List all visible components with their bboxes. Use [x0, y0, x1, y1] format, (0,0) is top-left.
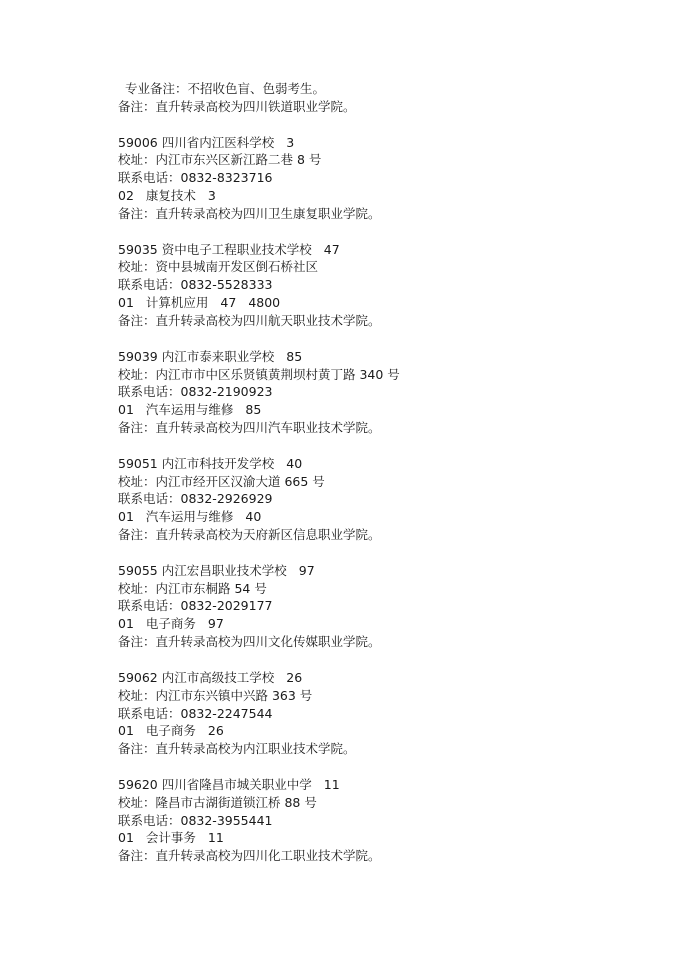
school-code: 59051 — [118, 455, 158, 471]
school-name: 四川省隆昌市城关职业中学 — [161, 776, 312, 792]
school-code: 59035 — [118, 241, 158, 257]
major-name: 汽车运用与维修 — [145, 402, 234, 418]
major-code: 01 — [118, 830, 134, 846]
school-address: 校址：隆昌市古湖街道锁江桥 88 号 — [118, 794, 317, 810]
school-entry-59039 — [118, 348, 658, 437]
school-remark: 备注：直升转录高校为四川文化传媒职业学院。 — [118, 634, 381, 650]
school-remark: 备注：直升转录高校为四川化工职业技术学院。 — [118, 848, 381, 864]
major-quota: 97 — [207, 616, 224, 632]
major-name: 汽车运用与维修 — [145, 509, 234, 525]
major-quota: 85 — [245, 402, 262, 418]
major-quota: 40 — [245, 509, 262, 525]
school-remark: 备注：直升转录高校为内江职业技术学院。 — [118, 741, 356, 757]
school-phone: 联系电话：0832-5528333 — [118, 277, 273, 293]
school-remark: 备注：直升转录高校为天府新区信息职业学院。 — [118, 527, 381, 543]
school-remark: 备注：直升转录高校为四川航天职业技术学院。 — [118, 312, 381, 328]
school-code: 59055 — [118, 562, 158, 578]
school-quota: 85 — [286, 348, 303, 364]
school-phone: 联系电话：0832-2029177 — [118, 598, 273, 614]
school-quota: 47 — [323, 241, 340, 257]
school-name: 四川省内江医科学校 — [161, 134, 275, 150]
school-quota: 11 — [323, 776, 340, 792]
major-quota: 26 — [207, 723, 224, 739]
major-note: 专业备注：不招收色盲、色弱考生。 — [125, 81, 326, 96]
school-address: 校址：内江市东兴镇中兴路 363 号 — [118, 687, 313, 703]
school-quota: 26 — [286, 669, 303, 685]
school-code: 59062 — [118, 669, 158, 685]
school-entry-59062 — [118, 669, 658, 758]
school-address: 校址：内江市东兴区新江路二巷 8 号 — [118, 152, 322, 168]
school-heading — [118, 348, 658, 366]
major-code: 02 — [118, 188, 134, 204]
tuition-fee: 4800 — [248, 295, 281, 311]
school-name: 内江宏昌职业技术学校 — [161, 562, 287, 578]
major-code: 01 — [118, 616, 134, 632]
school-remark: 备注：直升转录高校为四川卫生康复职业学院。 — [118, 205, 381, 221]
school-address: 校址：内江市东桐路 54 号 — [118, 580, 267, 596]
major-code: 01 — [118, 295, 134, 311]
school-quota: 97 — [298, 562, 315, 578]
major-row — [118, 401, 658, 419]
major-name: 电子商务 — [145, 616, 196, 632]
school-phone: 联系电话：0832-2926929 — [118, 491, 273, 507]
school-name: 内江市泰来职业学校 — [161, 348, 275, 364]
major-row — [118, 294, 658, 312]
school-entry-59051 — [118, 455, 658, 544]
school-name: 内江市高级技工学校 — [161, 669, 275, 685]
school-heading — [118, 562, 658, 580]
major-code: 01 — [118, 723, 134, 739]
school-heading — [118, 455, 658, 473]
school-entry-59055 — [118, 562, 658, 651]
major-code: 01 — [118, 402, 134, 418]
school-entry-59035 — [118, 241, 658, 330]
school-phone: 联系电话：0832-8323716 — [118, 170, 273, 186]
school-heading — [118, 669, 658, 687]
school-address: 校址：内江市经开区汉渝大道 665 号 — [118, 473, 325, 489]
major-quota: 3 — [207, 188, 216, 204]
school-remark: 备注：直升转录高校为四川汽车职业技术学院。 — [118, 420, 381, 436]
school-entry-59620 — [118, 776, 658, 865]
intro-block — [118, 80, 658, 116]
school-code: 59620 — [118, 776, 158, 792]
school-name: 内江市科技开发学校 — [161, 455, 275, 471]
major-row — [118, 508, 658, 526]
school-quota: 40 — [286, 455, 303, 471]
school-phone: 联系电话：0832-2190923 — [118, 384, 273, 400]
major-row — [118, 187, 658, 205]
school-name: 资中电子工程职业技术学校 — [161, 241, 312, 257]
major-quota: 11 — [207, 830, 224, 846]
major-name: 计算机应用 — [145, 295, 209, 311]
school-phone: 联系电话：0832-2247544 — [118, 705, 273, 721]
school-phone: 联系电话：0832-3955441 — [118, 812, 273, 828]
major-name: 康复技术 — [145, 188, 196, 204]
school-address: 校址：内江市市中区乐贤镇黄荆坝村黄丁路 340 号 — [118, 366, 400, 382]
major-row — [118, 615, 658, 633]
major-name: 会计事务 — [145, 830, 196, 846]
school-code: 59006 — [118, 134, 158, 150]
major-name: 电子商务 — [145, 723, 196, 739]
intro-remark: 备注：直升转录高校为四川铁道职业学院。 — [118, 98, 356, 114]
school-heading — [118, 241, 658, 259]
document-page — [118, 80, 658, 865]
major-row — [118, 722, 658, 740]
school-code: 59039 — [118, 348, 158, 364]
major-quota: 47 — [220, 295, 237, 311]
school-heading — [118, 134, 658, 152]
school-address: 校址：资中县城南开发区倒石桥社区 — [118, 259, 319, 275]
major-row — [118, 829, 658, 847]
school-entry-59006 — [118, 134, 658, 223]
major-code: 01 — [118, 509, 134, 525]
school-quota: 3 — [286, 134, 295, 150]
school-heading — [118, 776, 658, 794]
